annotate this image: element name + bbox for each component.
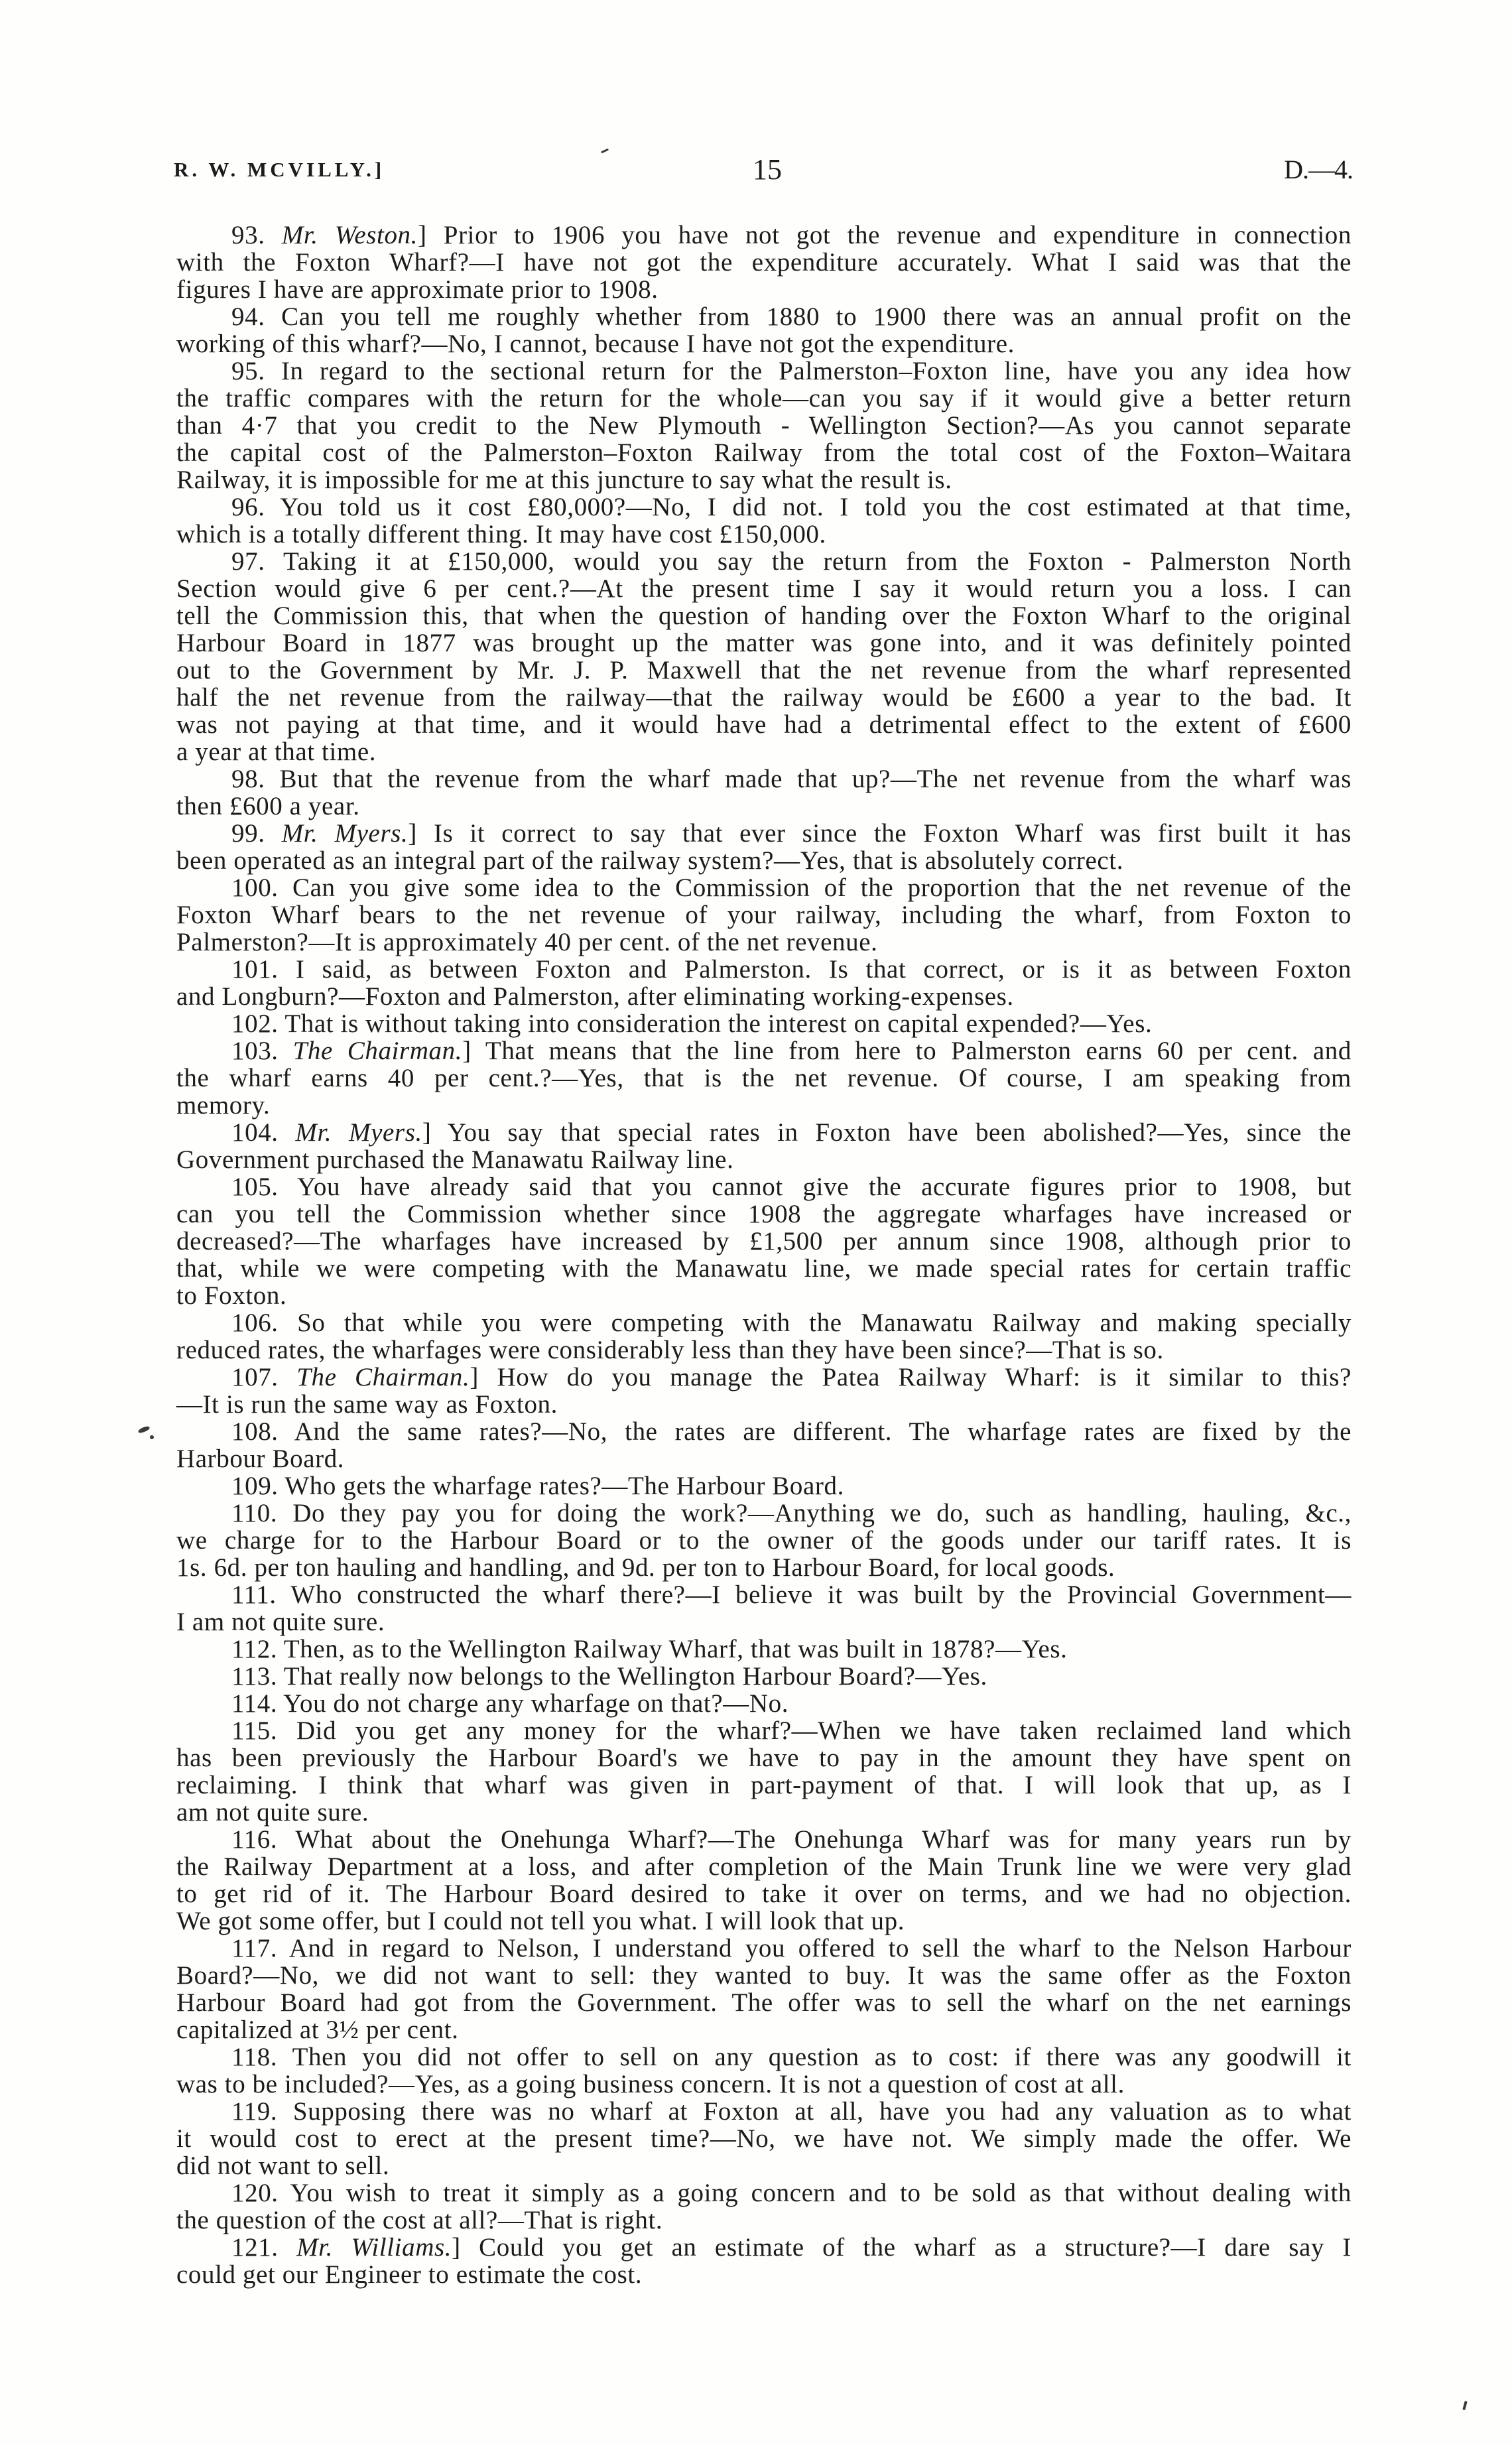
qa-paragraph [176,1364,1352,1418]
question-number: 103. [231,1037,279,1065]
question-number: 106. [231,1309,279,1337]
qa-paragraph [176,2043,1352,2098]
line-text: And in regard to Nelson, I understand you offered to sell the wharf to the Nelson Harbour [288,1934,1352,1962]
text-line [176,1364,1352,1391]
line-text: That really now belongs to the Wellington Harbour Board?—Yes. [283,1662,987,1691]
qa-paragraph [176,1037,1352,1119]
question-number: 95. [231,357,265,385]
line-text: So that while you were competing with the Manawatu Railway and making specially [297,1309,1352,1337]
line-text: That is without taking into consideration the interest on capital expended?—Yes. [284,1009,1153,1038]
evidence-body [176,222,1352,2288]
qa-paragraph [176,1581,1352,1636]
text-line [176,820,1352,847]
text-line: Foxton Wharf bears to the net revenue of your railway, including the wharf, from Foxton to [176,901,1352,929]
line-text: What about the Onehunga Wharf?—The Onehunga Wharf was for many years run by [295,1825,1352,1854]
text-line: than 4·7 that you credit to the New Plymouth - Wellington Section?—As you cannot separate [176,411,1352,440]
qa-paragraph [176,1717,1352,1826]
scan-speck [601,149,609,154]
text-line [176,2179,1352,2207]
line-text: ] Is it correct to say that ever since the Foxton Wharf was first built it has [408,819,1352,848]
question-number: 107. [231,1363,279,1391]
text-line: the traffic compares with the return for the whole—can you say if it would give a better return [176,384,1352,413]
text-line [176,1173,1352,1200]
text-line: Railway, it is impossible for me at this juncture to say what the result is. [176,466,952,494]
text-line: am not quite sure. [176,1798,369,1827]
text-line [176,874,1352,901]
qa-paragraph [176,1935,1352,2043]
text-line: with the Foxton Wharf?—I have not got the expenditure accurately. What I said was that the [176,248,1352,277]
text-line: reclaiming. I think that wharf was given in part-payment of that. I will look that up, as I [176,1771,1352,1799]
text-line: did not want to sell. [176,2152,390,2180]
qa-paragraph [176,1010,1352,1037]
question-number: 93. [231,221,265,249]
question-number: 108. [231,1417,279,1446]
line-text: Who gets the wharfage rates?—The Harbour Board. [284,1472,844,1500]
line-text: ] Could you get an estimate of the wharf as a structure?—I dare say I [452,2233,1352,2262]
line-text: You have already said that you cannot give the accurate figures prior to 1908, but [297,1173,1352,1201]
qa-paragraph [176,820,1352,874]
qa-paragraph [176,1690,1352,1717]
text-line: which is a totally different thing. It may have cost £150,000. [176,520,826,548]
text-line [176,1581,1352,1608]
text-line [176,1119,1352,1146]
speaker-name: Mr. Williams. [296,2233,452,2262]
line-text: ] That means that the line from here to Palmerston earns 60 per cent. and [462,1037,1352,1065]
text-line [176,1010,1352,1037]
text-line: Section would give 6 per cent.?—At the present time I say it would return you a loss. I can [176,574,1352,603]
text-line [176,2098,1352,2125]
question-number: 120. [231,2179,279,2207]
line-text: ] Prior to 1906 you have not got the revenue and expenditure in connection [418,221,1352,249]
text-line: tell the Commission this, that when the question of handing over the Foxton Wharf to the original [176,602,1352,630]
text-line [176,1717,1352,1744]
text-line [176,303,1352,330]
text-line: decreased?—The wharfages have increased by £1,500 per annum since 1908, although prior to [176,1227,1352,1255]
question-number: 94. [231,302,265,331]
text-line: out to the Government by Mr. J. P. Maxwell that the net revenue from the wharf represented [176,656,1352,684]
qa-paragraph [176,1663,1352,1690]
text-line: Harbour Board. [176,1445,345,1473]
question-number: 96. [231,493,265,521]
question-number: 104. [231,1118,279,1147]
text-line [176,1690,1352,1717]
qa-paragraph [176,1173,1352,1309]
qa-paragraph [176,874,1352,956]
question-number: 114. [231,1689,278,1718]
text-line: 1s. 6d. per ton hauling and handling, and 9d. per ton to Harbour Board, for local goods. [176,1553,1115,1582]
qa-paragraph [176,222,1352,303]
scan-speck [1462,2401,1467,2411]
question-number: 115. [231,1716,278,1745]
text-line: memory. [176,1091,271,1120]
text-line: was not paying at that time, and it would have had a detrimental effect to the extent of £600 [176,710,1352,739]
text-line: could get our Engineer to estimate the cost. [176,2260,643,2289]
text-line: the capital cost of the Palmerston–Foxton Railway from the total cost of the Foxton–Waitara [176,438,1352,467]
text-line [176,956,1352,983]
qa-paragraph [176,1636,1352,1663]
witness-name-header: R. W. MCVILLY.] [174,158,385,181]
text-line [176,1418,1352,1445]
text-line [176,1935,1352,1962]
question-number: 110. [231,1499,278,1527]
text-line: Harbour Board had got from the Government. The offer was to sell the wharf on the net earnings [176,1988,1352,2017]
speaker-name: The Chairman. [292,1037,463,1065]
question-number: 97. [231,547,265,576]
text-line: the Railway Department at a loss, and after completion of the Main Trunk line we were very glad [176,1852,1352,1881]
qa-paragraph [176,1418,1352,1472]
question-number: 112. [231,1635,278,1663]
line-text: You told us it cost £80,000?—No, I did not. I told you the cost estimated at that time, [280,493,1352,521]
line-text: ] How do you manage the Patea Railway Wharf: is it similar to this? [470,1363,1352,1391]
text-line: reduced rates, the wharfages were considerably less than they have been since?—That is so. [176,1336,1164,1364]
qa-paragraph [176,303,1352,357]
text-line: I am not quite sure. [176,1608,385,1636]
text-line: figures I have are approximate prior to 1908. [176,275,659,304]
text-line: the question of the cost at all?—That is right. [176,2206,663,2234]
line-text: Can you give some idea to the Commission of the proportion that the net revenue of the [292,873,1352,902]
text-line [176,1663,1352,1690]
question-number: 109. [231,1472,279,1500]
line-text: But that the revenue from the wharf made that up?—The net revenue from the wharf was [279,765,1352,793]
text-line: a year at that time. [176,738,377,766]
question-number: 102. [231,1009,279,1038]
text-line [176,2234,1352,2261]
text-line [176,2043,1352,2071]
question-number: 98. [231,765,265,793]
line-text: Who constructed the wharf there?—I believe it was built by the Provincial Government— [290,1580,1352,1609]
question-number: 101. [231,955,279,984]
line-text: You wish to treat it simply as a going concern and to be sold as that without dealing with [290,2179,1352,2207]
text-line: can you tell the Commission whether since 1908 the aggregate wharfages have increased or [176,1200,1352,1228]
text-line: been operated as an integral part of the railway system?—Yes, that is absolutely correct. [176,846,1124,875]
question-number: 105. [231,1173,279,1201]
line-text: I said, as between Foxton and Palmerston. Is that correct, or is it as between Foxton [295,955,1352,984]
text-line [176,1500,1352,1527]
text-line [176,1472,1352,1500]
question-number: 113. [231,1662,278,1691]
qa-paragraph [176,548,1352,765]
text-line: Government purchased the Manawatu Railway line. [176,1145,734,1174]
text-line: to get rid of it. The Harbour Board desired to take it over on terms, and we had no objection. [176,1880,1352,1908]
line-text: You do not charge any wharfage on that?—No. [283,1689,789,1718]
line-text: In regard to the sectional return for the Palmerston–Foxton line, have you any idea how [281,357,1352,385]
qa-paragraph [176,1500,1352,1581]
text-line: has been previously the Harbour Board's we have to pay in the amount they have spent on [176,1744,1352,1772]
qa-paragraph [176,357,1352,493]
question-number: 111. [231,1580,277,1609]
text-line: was to be included?—Yes, as a going business concern. It is not a question of cost at all. [176,2070,1125,2098]
speaker-name: The Chairman. [296,1363,470,1391]
line-text: Then, as to the Wellington Railway Wharf, that was built in 1878?—Yes. [283,1635,1068,1663]
question-number: 121. [231,2233,279,2262]
qa-paragraph [176,1119,1352,1173]
text-line: to Foxton. [176,1281,287,1310]
text-line: we charge for to the Harbour Board or to the owner of the goods under our tariff rates. It is [176,1526,1352,1555]
text-line [176,1037,1352,1064]
line-text: Did you get any money for the wharf?—When we have taken reclaimed land which [296,1716,1352,1745]
question-number: 116. [231,1825,278,1854]
text-line [176,1826,1352,1853]
text-line [176,1309,1352,1336]
line-text: Then you did not offer to sell on any question as to cost: if there was any goodwill it [292,2043,1352,2071]
text-line: it would cost to erect at the present time?—No, we have not. We simply made the offer. We [176,2124,1352,2153]
text-line [176,222,1352,249]
speaker-name: Mr. Weston. [281,221,418,249]
text-line: working of this wharf?—No, I cannot, because I have not got the expenditure. [176,330,1015,358]
qa-paragraph [176,1309,1352,1364]
line-text: Taking it at £150,000, would you say the return from the Foxton - Palmerston North [283,547,1352,576]
speaker-name: Mr. Myers. [295,1118,422,1147]
text-line: We got some offer, but I could not tell you what. I will look that up. [176,1907,905,1935]
qa-paragraph [176,1472,1352,1500]
question-number: 119. [231,2097,278,2126]
text-line [176,493,1352,521]
text-line: Palmerston?—It is approximately 40 per cent. of the net revenue. [176,928,878,956]
question-number: 118. [231,2043,278,2071]
line-text: Do they pay you for doing the work?—Anything we do, such as handling, hauling, &c., [292,1499,1352,1527]
text-line: half the net revenue from the railway—that the railway would be £600 a year to the bad. It [176,683,1352,712]
text-line: then £600 a year. [176,792,360,820]
text-line [176,1636,1352,1663]
text-line: that, while we were competing with the Manawatu line, we made special rates for certain traffic [176,1254,1352,1283]
qa-paragraph [176,2234,1352,2288]
question-number: 117. [231,1934,278,1962]
qa-paragraph [176,493,1352,548]
line-text: Can you tell me roughly whether from 1880 to 1900 there was an annual profit on the [281,302,1352,331]
text-line: Board?—No, we did not want to sell: they wanted to buy. It was the same offer as the Foxton [176,1961,1352,1990]
question-number: 99. [231,819,265,848]
text-line [176,548,1352,575]
line-text: Supposing there was no wharf at Foxton at all, have you had any valuation as to what [292,2097,1352,2126]
line-text: And the same rates?—No, the rates are different. The wharfage rates are fixed by the [294,1417,1352,1446]
line-text: ] You say that special rates in Foxton have been abolished?—Yes, since the [422,1118,1352,1147]
text-line: the wharf earns 40 per cent.?—Yes, that is the net revenue. Of course, I am speaking from [176,1064,1352,1092]
paper-reference: D.—4. [1284,155,1353,184]
text-line: —It is run the same way as Foxton. [176,1390,558,1419]
qa-paragraph [176,1826,1352,1935]
qa-paragraph [176,2179,1352,2234]
qa-paragraph [176,956,1352,1010]
text-line: and Longburn?—Foxton and Palmerston, after eliminating working-expenses. [176,982,1014,1011]
text-line [176,357,1352,385]
text-line [176,765,1352,793]
speaker-name: Mr. Myers. [281,819,409,848]
qa-paragraph [176,765,1352,820]
text-line: capitalized at 3½ per cent. [176,2016,459,2044]
scan-speck [137,1425,150,1433]
qa-paragraph [176,2098,1352,2179]
text-line: Harbour Board in 1877 was brought up the matter was gone into, and it was definitely pointed [176,629,1352,657]
scan-speck [150,1435,154,1439]
question-number: 100. [231,873,279,902]
page-number: 15 [753,153,782,186]
